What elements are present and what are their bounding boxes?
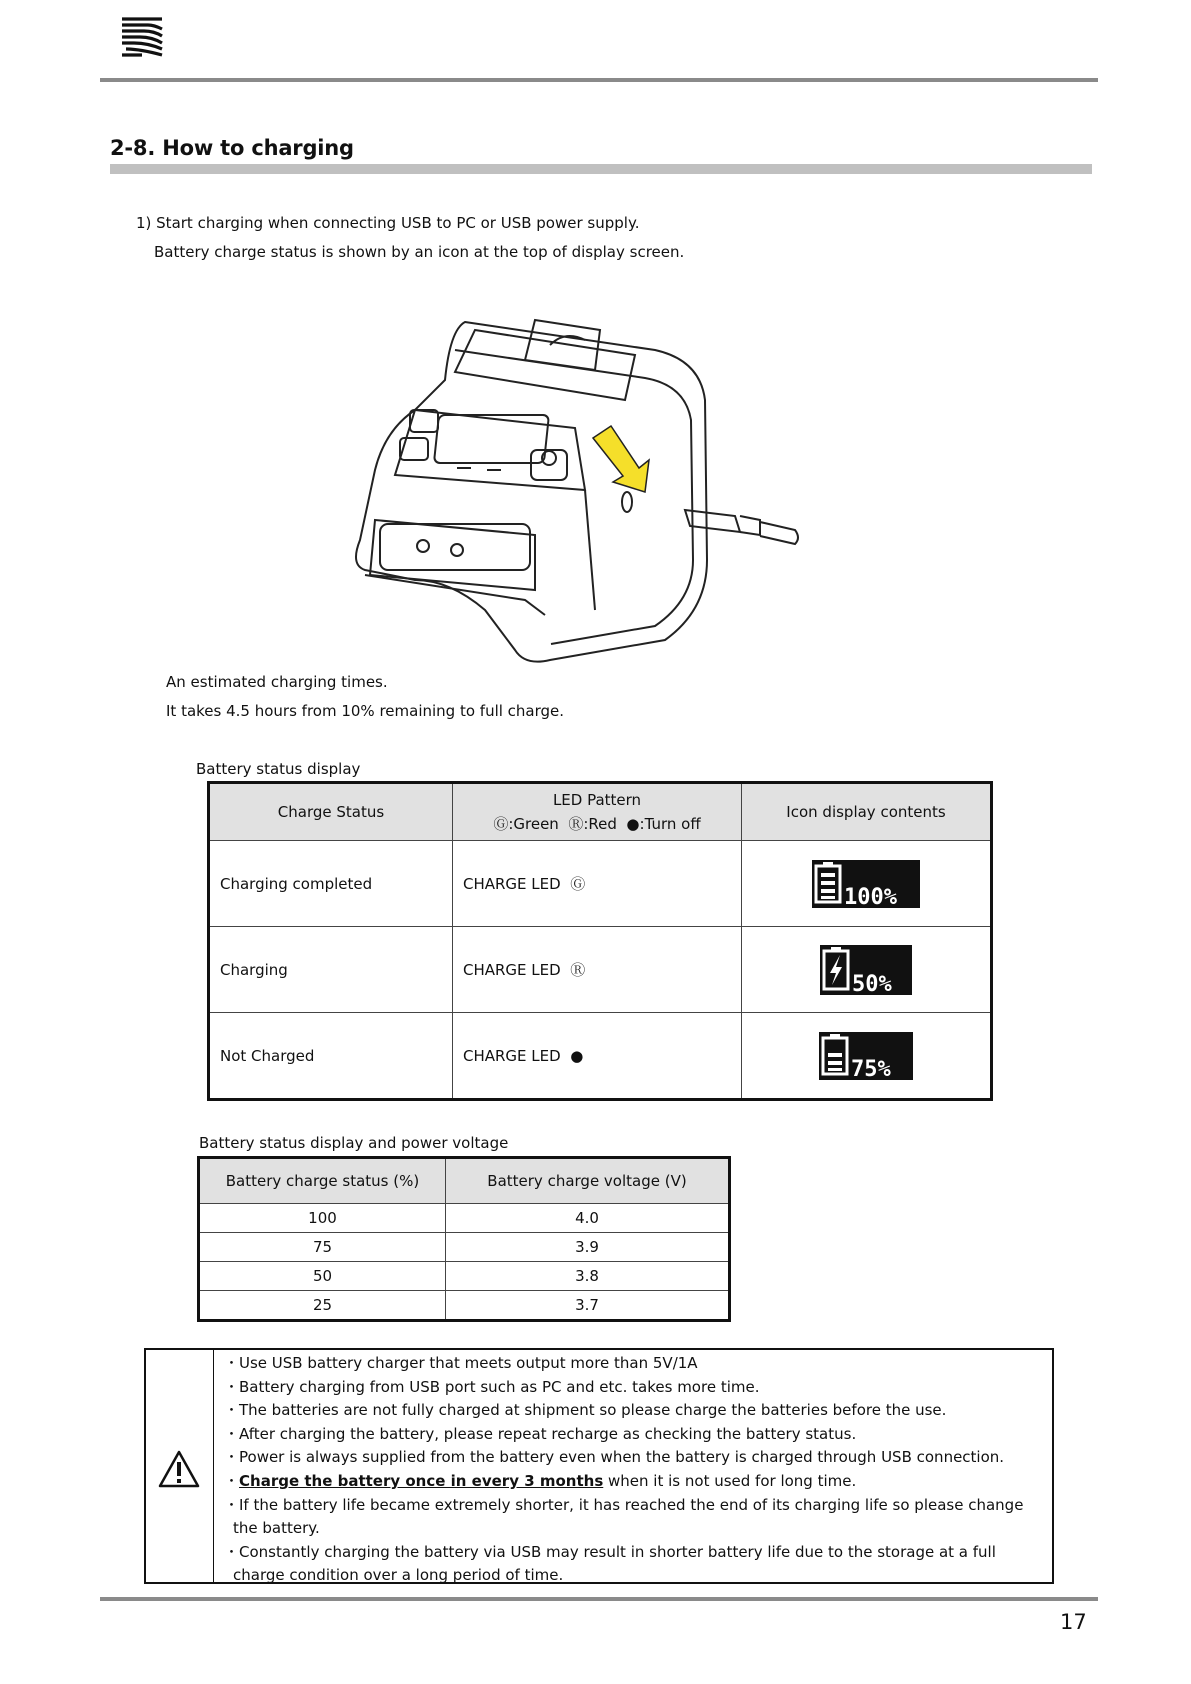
header-battery-status: Battery charge status (%) — [199, 1158, 446, 1204]
status-cell: 25 — [199, 1291, 446, 1321]
warning-triangle-icon — [158, 1450, 200, 1488]
status-cell: 100 — [199, 1204, 446, 1233]
header-led-pattern — [453, 783, 742, 841]
warning-line: ・If the battery life became extremely shorter, it has reached the end of its charging life so please change — [224, 1495, 1024, 1514]
battery-status-table — [207, 781, 993, 1101]
status-cell: Not Charged — [209, 1013, 453, 1100]
warning-line: ・Power is always supplied from the battery even when the battery is charged through USB connection. — [224, 1448, 1005, 1467]
status-cell: Charging completed — [209, 841, 453, 927]
battery-charging-icon — [820, 945, 912, 995]
intro-line-1: 1) Start charging when connecting USB to PC or USB power supply. — [136, 214, 640, 232]
company-logo-icon — [120, 16, 164, 58]
warning-bullet: ・ — [224, 1471, 240, 1490]
voltage-cell: 3.7 — [446, 1291, 730, 1321]
warning-list — [224, 1352, 1023, 1588]
warning-line-continued: the battery. — [233, 1519, 320, 1538]
table-header-row — [209, 783, 992, 841]
section-title-bar — [110, 164, 1092, 174]
charging-time-line-2: It takes 4.5 hours from 10% remaining to full charge. — [166, 702, 565, 720]
table-row — [209, 927, 992, 1013]
footer-rule — [100, 1597, 1098, 1601]
table-row — [199, 1204, 730, 1233]
header-icon-contents: Icon display contents — [742, 783, 992, 841]
warning-line: ・Use USB battery charger that meets output more than 5V/1A — [224, 1354, 698, 1372]
page-number: 17 — [1060, 1610, 1087, 1634]
icon-cell — [742, 841, 992, 927]
warning-line: ・The batteries are not fully charged at shipment so please charge the batteries before the use. — [224, 1401, 947, 1420]
table-row — [209, 1013, 992, 1100]
battery-partial-icon — [819, 1032, 913, 1080]
status-cell: Charging — [209, 927, 453, 1013]
warning-line: ・Battery charging from USB port such as PC and etc. takes more time. — [224, 1377, 760, 1396]
header-battery-voltage: Battery charge voltage (V) — [446, 1158, 730, 1204]
voltage-table-caption: Battery status display and power voltage — [199, 1134, 509, 1152]
battery-full-icon — [812, 860, 920, 908]
warning-line-emphasis — [224, 1470, 1023, 1494]
table-row — [199, 1233, 730, 1262]
warning-icon-column — [146, 1350, 214, 1582]
led-cell: CHARGE LED Ⓡ — [453, 927, 742, 1013]
warning-line-continued: charge condition over a long period of time. — [233, 1566, 564, 1585]
warning-box — [144, 1348, 1054, 1584]
voltage-cell: 3.9 — [446, 1233, 730, 1262]
warning-line: ・Constantly charging the battery via USB may result in shorter battery life due to the storage at a full — [224, 1542, 996, 1561]
led-cell: CHARGE LED ● — [453, 1013, 742, 1100]
icon-cell — [742, 927, 992, 1013]
table-row — [209, 841, 992, 927]
printer-usb-illustration — [355, 310, 845, 670]
table-row — [199, 1291, 730, 1321]
header-rule — [100, 78, 1098, 82]
status-table-caption: Battery status display — [196, 760, 361, 778]
charging-time-line-1: An estimated charging times. — [166, 673, 388, 691]
status-cell: 75 — [199, 1233, 446, 1262]
warning-line: ・After charging the battery, please repeat recharge as checking the battery status. — [224, 1424, 857, 1443]
warning-emphasis: Charge the battery once in every 3 months — [239, 1471, 604, 1490]
header-charge-status: Charge Status — [209, 783, 453, 841]
led-cell: CHARGE LED Ⓖ — [453, 841, 742, 927]
battery-icon-text: 75% — [851, 1056, 891, 1080]
battery-icon-text: 50% — [852, 971, 892, 995]
status-cell: 50 — [199, 1262, 446, 1291]
header-led-legend: Ⓖ:Green Ⓡ:Red ●:Turn off — [493, 815, 701, 833]
icon-cell — [742, 1013, 992, 1100]
table-row — [199, 1262, 730, 1291]
voltage-table — [197, 1156, 731, 1322]
header-led-pattern-title: LED Pattern — [552, 791, 642, 809]
table-header-row — [199, 1158, 730, 1204]
intro-line-2: Battery charge status is shown by an icon at the top of display screen. — [154, 243, 685, 261]
voltage-cell: 3.8 — [446, 1262, 730, 1291]
section-title: 2-8. How to charging — [110, 136, 354, 160]
battery-icon-text: 100% — [844, 884, 897, 908]
voltage-cell: 4.0 — [446, 1204, 730, 1233]
warning-rest: when it is not used for long time. — [603, 1471, 857, 1490]
